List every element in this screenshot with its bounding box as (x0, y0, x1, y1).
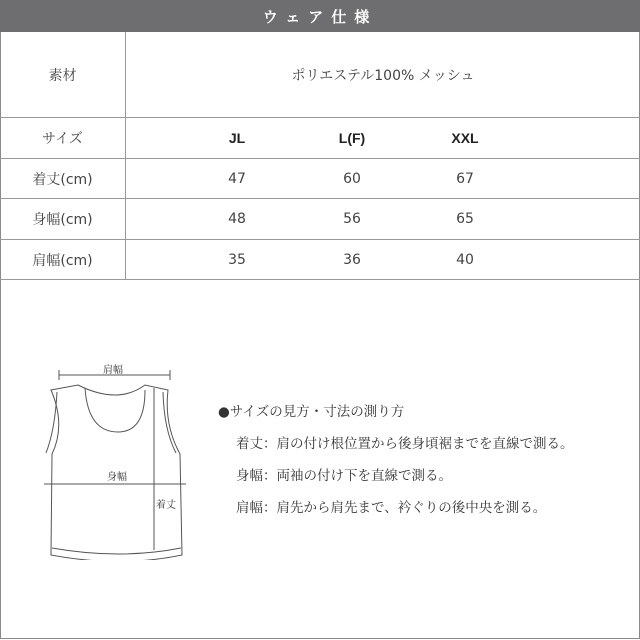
page-title: ウェア仕様 (0, 0, 640, 32)
table-cell: 35 (228, 251, 246, 268)
size-header-xxl: XXL (451, 130, 479, 146)
size-label: サイズ (42, 131, 83, 147)
row-label-length: 着丈(cm) (32, 171, 93, 188)
material-label: 素材 (48, 67, 77, 84)
measurement-notes (220, 400, 574, 528)
diagram-shoulder-label: 肩幅 (103, 365, 123, 376)
diagram-chest-label: 身幅 (107, 472, 127, 483)
note-length: 着丈：肩の付け根位置から後身頃裾までを直線で測る。 (236, 436, 574, 452)
material-value: ポリエステル100% メッシュ (291, 67, 475, 84)
row-label-shoulder: 肩幅(cm) (32, 252, 93, 269)
note-chest: 身幅：両袖の付け下を直線で測る。 (236, 468, 452, 484)
table-cell: 40 (456, 251, 474, 268)
size-header-lf: L(F) (338, 130, 366, 146)
table-cell: 36 (343, 251, 361, 268)
table-cell: 67 (456, 170, 474, 187)
table-cell: 56 (343, 211, 361, 227)
row-label-chest: 身幅(cm) (32, 212, 93, 228)
table-cell: 48 (228, 211, 246, 227)
tank-top-diagram-icon (30, 350, 200, 560)
size-header-jl: JL (228, 130, 246, 146)
diagram-length-label: 着丈 (156, 500, 176, 511)
table-divider (0, 279, 640, 280)
table-cell: 60 (343, 170, 361, 187)
notes-title: ●サイズの見方・寸法の測り方 (218, 404, 405, 420)
table-cell: 65 (456, 211, 474, 227)
table-cell: 47 (228, 170, 246, 187)
note-shoulder: 肩幅：肩先から肩先まで、衿ぐりの後中央を測る。 (236, 500, 547, 516)
